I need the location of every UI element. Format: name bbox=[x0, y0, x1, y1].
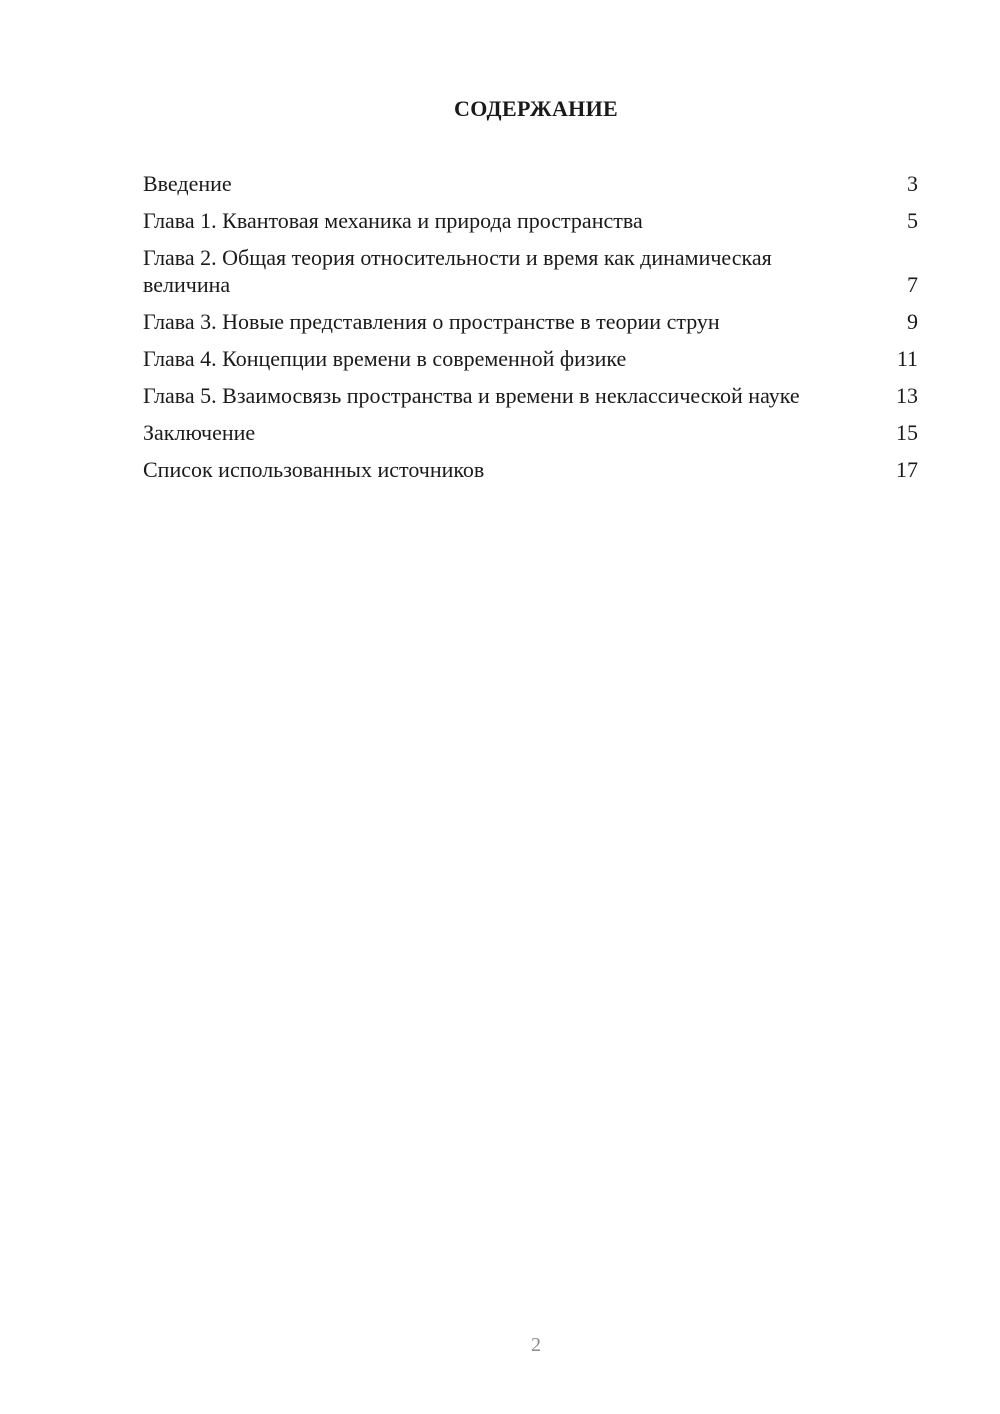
toc-entry-chapter-4 bbox=[143, 345, 918, 372]
toc-entry-page: 5 bbox=[907, 208, 918, 233]
toc-list bbox=[143, 170, 918, 493]
toc-entry-label: Глава 2. Общая теория относительности и время как динамическая величина bbox=[143, 245, 772, 297]
toc-entry-chapter-1 bbox=[143, 207, 918, 234]
toc-title: СОДЕРЖАНИЕ bbox=[454, 96, 618, 121]
toc-entry-label: Список использованных источников bbox=[143, 457, 485, 482]
toc-entry-page: 9 bbox=[907, 309, 918, 334]
toc-entry-references bbox=[143, 456, 918, 483]
toc-entry-page: 17 bbox=[896, 457, 918, 482]
footer-page-number: 2 bbox=[531, 1334, 541, 1356]
toc-entry-label: Глава 5. Взаимосвязь пространства и времени в неклассической науке bbox=[143, 383, 800, 408]
toc-entry-label: Введение bbox=[143, 171, 232, 196]
toc-entry-label: Заключение bbox=[143, 420, 256, 445]
toc-entry-page: 11 bbox=[896, 346, 918, 371]
toc-entry-page: 15 bbox=[896, 420, 918, 445]
toc-entry-introduction bbox=[143, 170, 918, 197]
toc-entry-label: Глава 3. Новые представления о пространстве в теории струн bbox=[143, 309, 720, 334]
toc-entry-label: Глава 1. Квантовая механика и природа пространства bbox=[143, 208, 643, 233]
toc-entry-label: Глава 4. Концепции времени в современной физике bbox=[143, 346, 627, 371]
toc-entry-page: 3 bbox=[907, 171, 918, 196]
toc-entry-page: 13 bbox=[896, 383, 918, 408]
toc-entry-chapter-2 bbox=[143, 244, 918, 298]
toc-entry-chapter-3 bbox=[143, 308, 918, 335]
toc-entry-chapter-5 bbox=[143, 382, 918, 409]
toc-entry-page: 7 bbox=[907, 272, 918, 297]
toc-entry-conclusion bbox=[143, 419, 918, 446]
